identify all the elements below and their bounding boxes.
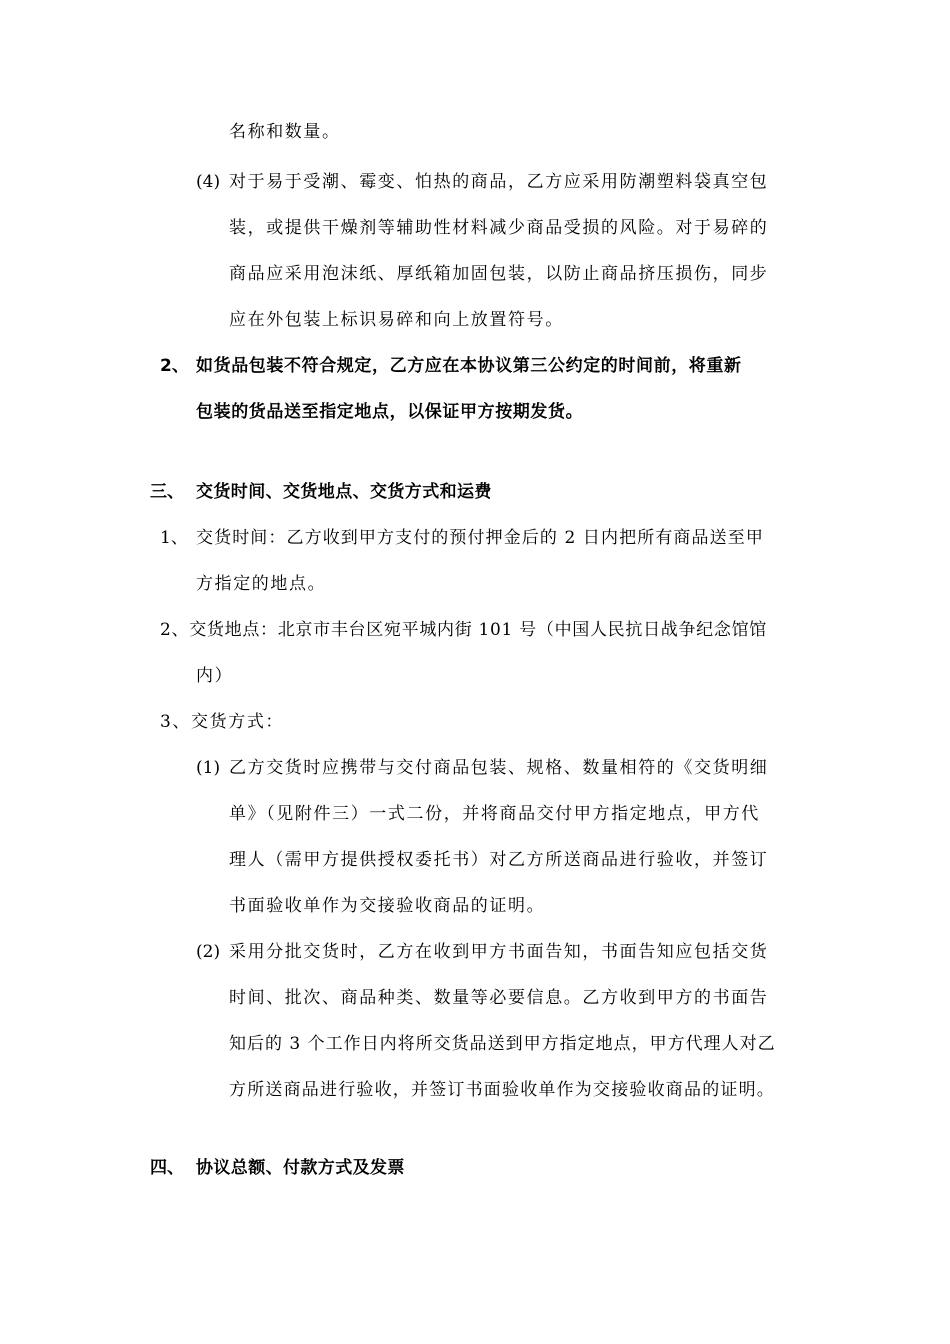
section-3-item-1-line-2: 方指定的地点。 <box>196 574 327 594</box>
section-3-marker: 三、 <box>150 482 184 502</box>
method-sub-2-line-3: 知后的 3 个工作日内将所交货品送到甲方指定地点，甲方代理人对乙 <box>229 1034 776 1054</box>
sub-item-4-line-4: 应在外包装上标识易碎和向上放置符号。 <box>229 310 564 330</box>
method-sub-1-line-1: 乙方交货时应携带与交付商品包装、规格、数量相符的《交货明细 <box>229 758 769 778</box>
section-4-title: 协议总额、付款方式及发票 <box>196 1158 405 1178</box>
method-sub-1-marker: (1) <box>196 758 221 778</box>
section-3-title: 交货时间、交货地点、交货方式和运费 <box>196 482 492 502</box>
method-sub-2-line-2: 时间、批次、商品种类、数量等必要信息。乙方收到甲方的书面告 <box>229 988 769 1008</box>
section-3-item-1-marker: 1、 <box>160 528 188 548</box>
method-sub-1-line-4: 书面验收单作为交接验收商品的证明。 <box>229 896 546 916</box>
method-sub-2-line-1: 采用分批交货时，乙方在收到甲方书面告知，书面告知应包括交货 <box>229 942 769 962</box>
section-4-marker: 四、 <box>150 1158 184 1178</box>
sub-item-4-line-1: 对于易于受潮、霉变、怕热的商品，乙方应采用防潮塑料袋真空包 <box>229 172 769 192</box>
sub-item-3-tail: 名称和数量。 <box>229 122 341 142</box>
method-sub-1-line-3: 理人（需甲方提供授权委托书）对乙方所送商品进行验收，并签订 <box>229 850 769 870</box>
section-3-item-1-line-1: 交货时间：乙方收到甲方支付的预付押金后的 2 日内把所有商品送至甲 <box>196 528 764 548</box>
sub-item-4-line-2: 装，或提供干燥剂等辅助性材料减少商品受损的风险。对于易碎的 <box>229 218 769 238</box>
method-sub-2-line-4: 方所送商品进行验收，并签订书面验收单作为交接验收商品的证明。 <box>229 1080 775 1100</box>
section-3-item-3-heading: 3、交货方式： <box>160 712 285 732</box>
item-2-marker: 2、 <box>160 356 189 376</box>
sub-item-4-line-3: 商品应采用泡沫纸、厚纸箱加固包装，以防止商品挤压损伤，同步 <box>229 264 769 284</box>
sub-item-4-marker: (4) <box>196 172 221 192</box>
section-3-item-2-line-1: 2、交货地点：北京市丰台区宛平城内街 101 号（中国人民抗日战争纪念馆馆 <box>160 620 767 640</box>
section-3-item-2-line-2: 内） <box>196 666 234 686</box>
item-2-line-1: 如货品包装不符合规定，乙方应在本协议第三公约定的时间前，将重新 <box>196 356 742 376</box>
method-sub-2-marker: (2) <box>196 942 221 962</box>
item-2-line-2: 包装的货品送至指定地点，以保证甲方按期发货。 <box>196 402 584 422</box>
method-sub-1-line-2: 单》（见附件三）一式二份，并将商品交付甲方指定地点，甲方代 <box>229 804 760 824</box>
